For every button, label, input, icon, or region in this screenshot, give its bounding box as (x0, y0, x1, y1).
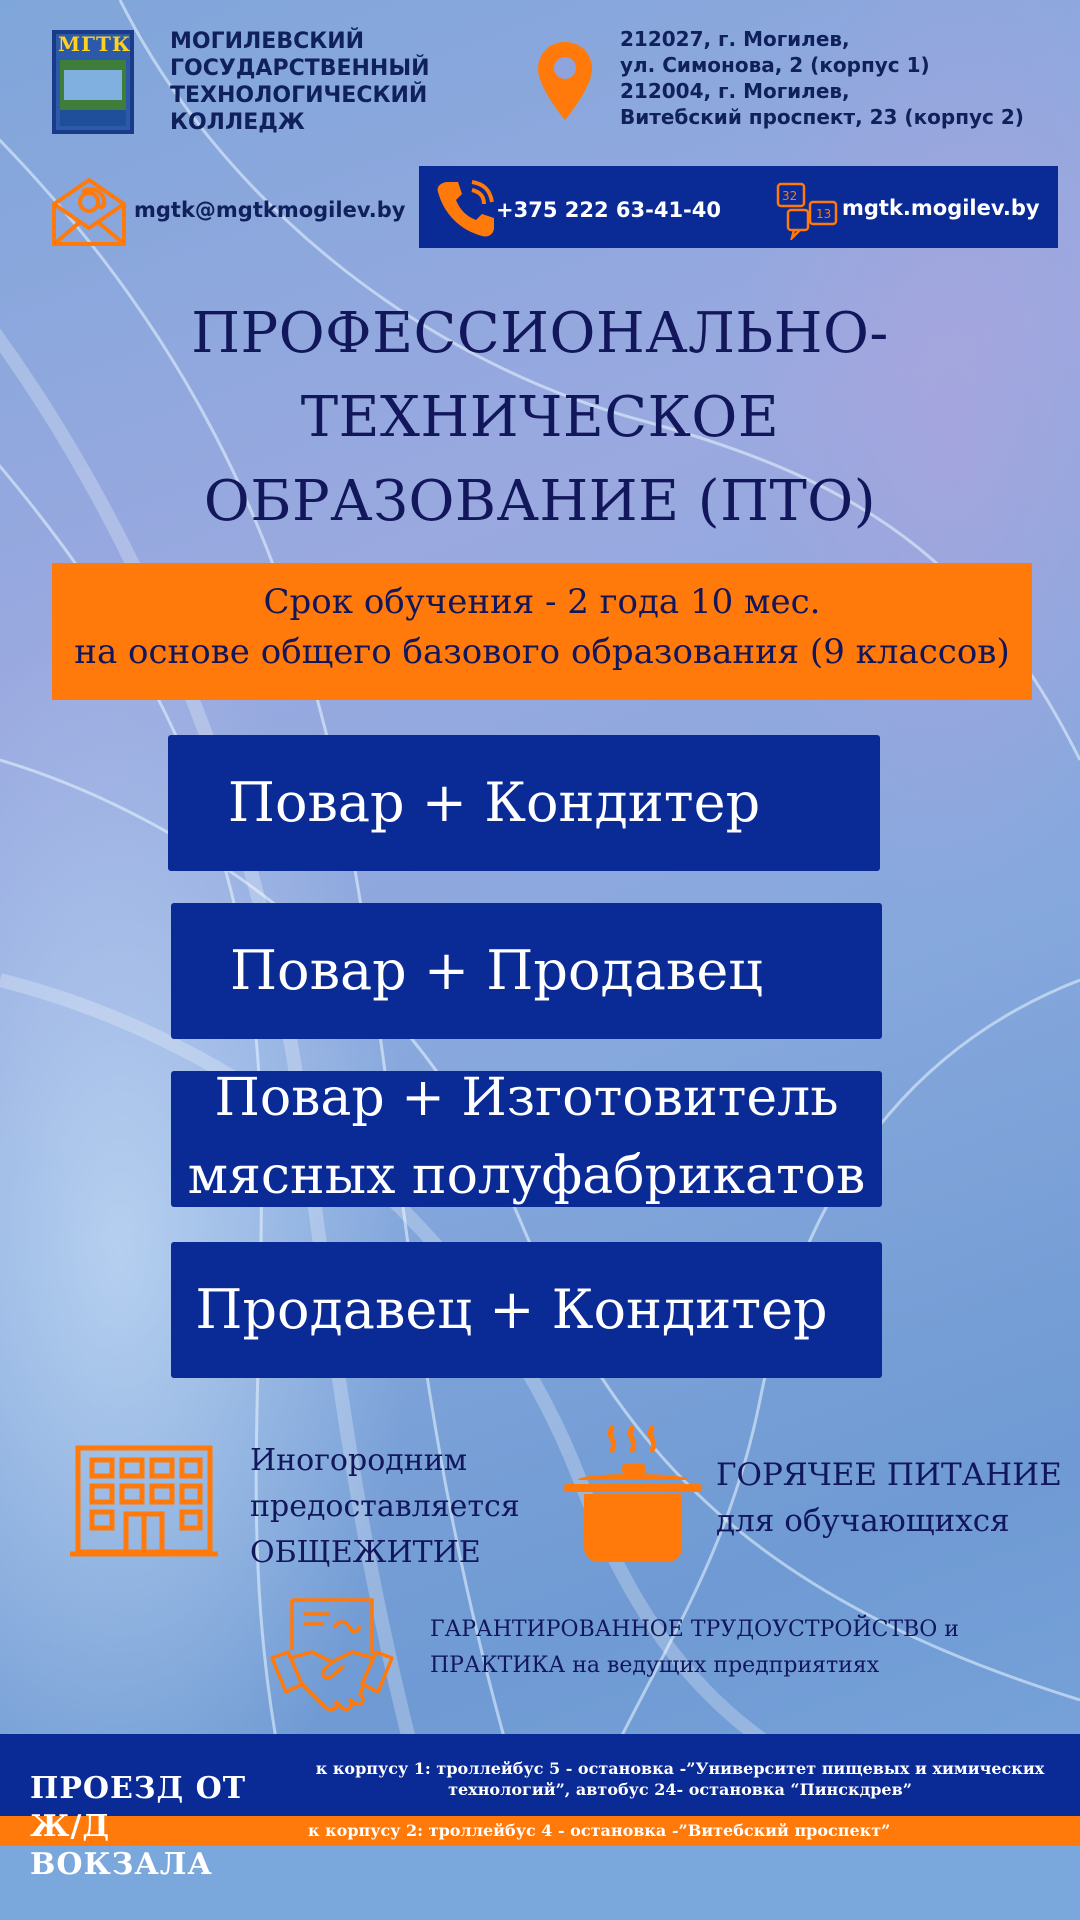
specialty-label: Повар + Продавец (229, 939, 764, 1002)
food-line: ГОРЯЧЕЕ ПИТАНИЕ (716, 1457, 1062, 1493)
email-link[interactable]: mgtk@mgtkmogilev.by (134, 198, 406, 222)
title-line: ОБРАЗОВАНИЕ (ПТО) (203, 469, 877, 534)
address-line: Витебский проспект, 23 (корпус 2) (620, 105, 1024, 129)
route-line: к корпусу 1: троллейбус 5 - остановка -”Университет пищевых и химических (315, 1759, 1045, 1778)
employment-info (430, 1612, 1050, 1684)
handshake-icon (268, 1596, 396, 1724)
cooking-pot-icon (560, 1422, 706, 1568)
dormitory-line: предоставляется (250, 1489, 520, 1524)
dormitory-line: ОБЩЕЖИТИЕ (250, 1535, 481, 1570)
college-name (170, 28, 470, 136)
specialty-card-1[interactable] (168, 735, 880, 871)
directions-title-line: Ж/Д ВОКЗАЛА (30, 1809, 213, 1882)
social-badge-1: 32 (782, 189, 798, 203)
duration-line: на основе общего базового образования (9 классов) (74, 632, 1010, 672)
email-icon (50, 176, 128, 248)
duration-banner (52, 563, 1032, 700)
college-name-line: КОЛЛЕДЖ (170, 110, 305, 135)
college-name-line: ГОСУДАРСТВЕННЫЙ (170, 56, 430, 81)
address-line: ул. Симонова, 2 (корпус 1) (620, 53, 930, 77)
page-title (120, 292, 960, 544)
college-name-line: ТЕХНОЛОГИЧЕСКИЙ (170, 83, 428, 108)
specialty-label: мясных полуфабрикатов (187, 1146, 866, 1206)
phone-icon (434, 176, 498, 240)
title-line: ПРОФЕССИОНАЛЬНО- (191, 301, 889, 366)
dormitory-line: Иногородним (250, 1443, 468, 1478)
specialty-label: Продавец + Кондитер (195, 1278, 828, 1341)
address-line: 212004, г. Могилев, (620, 79, 850, 103)
phone-number[interactable]: +375 222 63-41-40 (496, 198, 721, 222)
specialty-card-3[interactable] (171, 1068, 882, 1207)
address-line: 212027, г. Могилев, (620, 27, 850, 51)
social-icon (776, 182, 838, 240)
title-line: ТЕХНИЧЕСКОЕ (300, 385, 780, 450)
social-badge-2: 13 (816, 207, 832, 221)
specialty-card-4[interactable] (171, 1242, 882, 1378)
route-line: технологий”, автобус 24- остановка “Пинскдрев” (448, 1780, 912, 1799)
college-name-line: МОГИЛЕВСКИЙ (170, 29, 365, 54)
college-logo (52, 30, 134, 134)
location-pin-icon (536, 40, 594, 122)
duration-line: Срок обучения - 2 года 10 мес. (263, 582, 821, 622)
directions-title (30, 1770, 300, 1884)
directions-title-line: ПРОЕЗД ОТ (30, 1771, 247, 1806)
employment-line: ПРАКТИКА на ведущих предприятиях (430, 1653, 880, 1678)
route-building-2: к корпусу 2: троллейбус 4 - остановка -”Витебский проспект” (308, 1821, 891, 1840)
specialty-label: Повар + Изготовитель (214, 1068, 839, 1128)
route-building-1 (300, 1758, 1060, 1800)
website-link[interactable]: mgtk.mogilev.by (842, 196, 1040, 220)
employment-line: ГАРАНТИРОВАННОЕ ТРУДОУСТРОЙСТВО и (430, 1617, 959, 1642)
specialty-label: Повар + Кондитер (227, 771, 761, 834)
specialty-card-2[interactable] (171, 903, 882, 1039)
address-block (620, 26, 1060, 130)
building-icon (70, 1444, 218, 1560)
logo-text: МГТК (58, 32, 132, 56)
dormitory-info (250, 1438, 540, 1576)
food-line: для обучающихся (716, 1503, 1010, 1539)
food-info (716, 1452, 1076, 1544)
